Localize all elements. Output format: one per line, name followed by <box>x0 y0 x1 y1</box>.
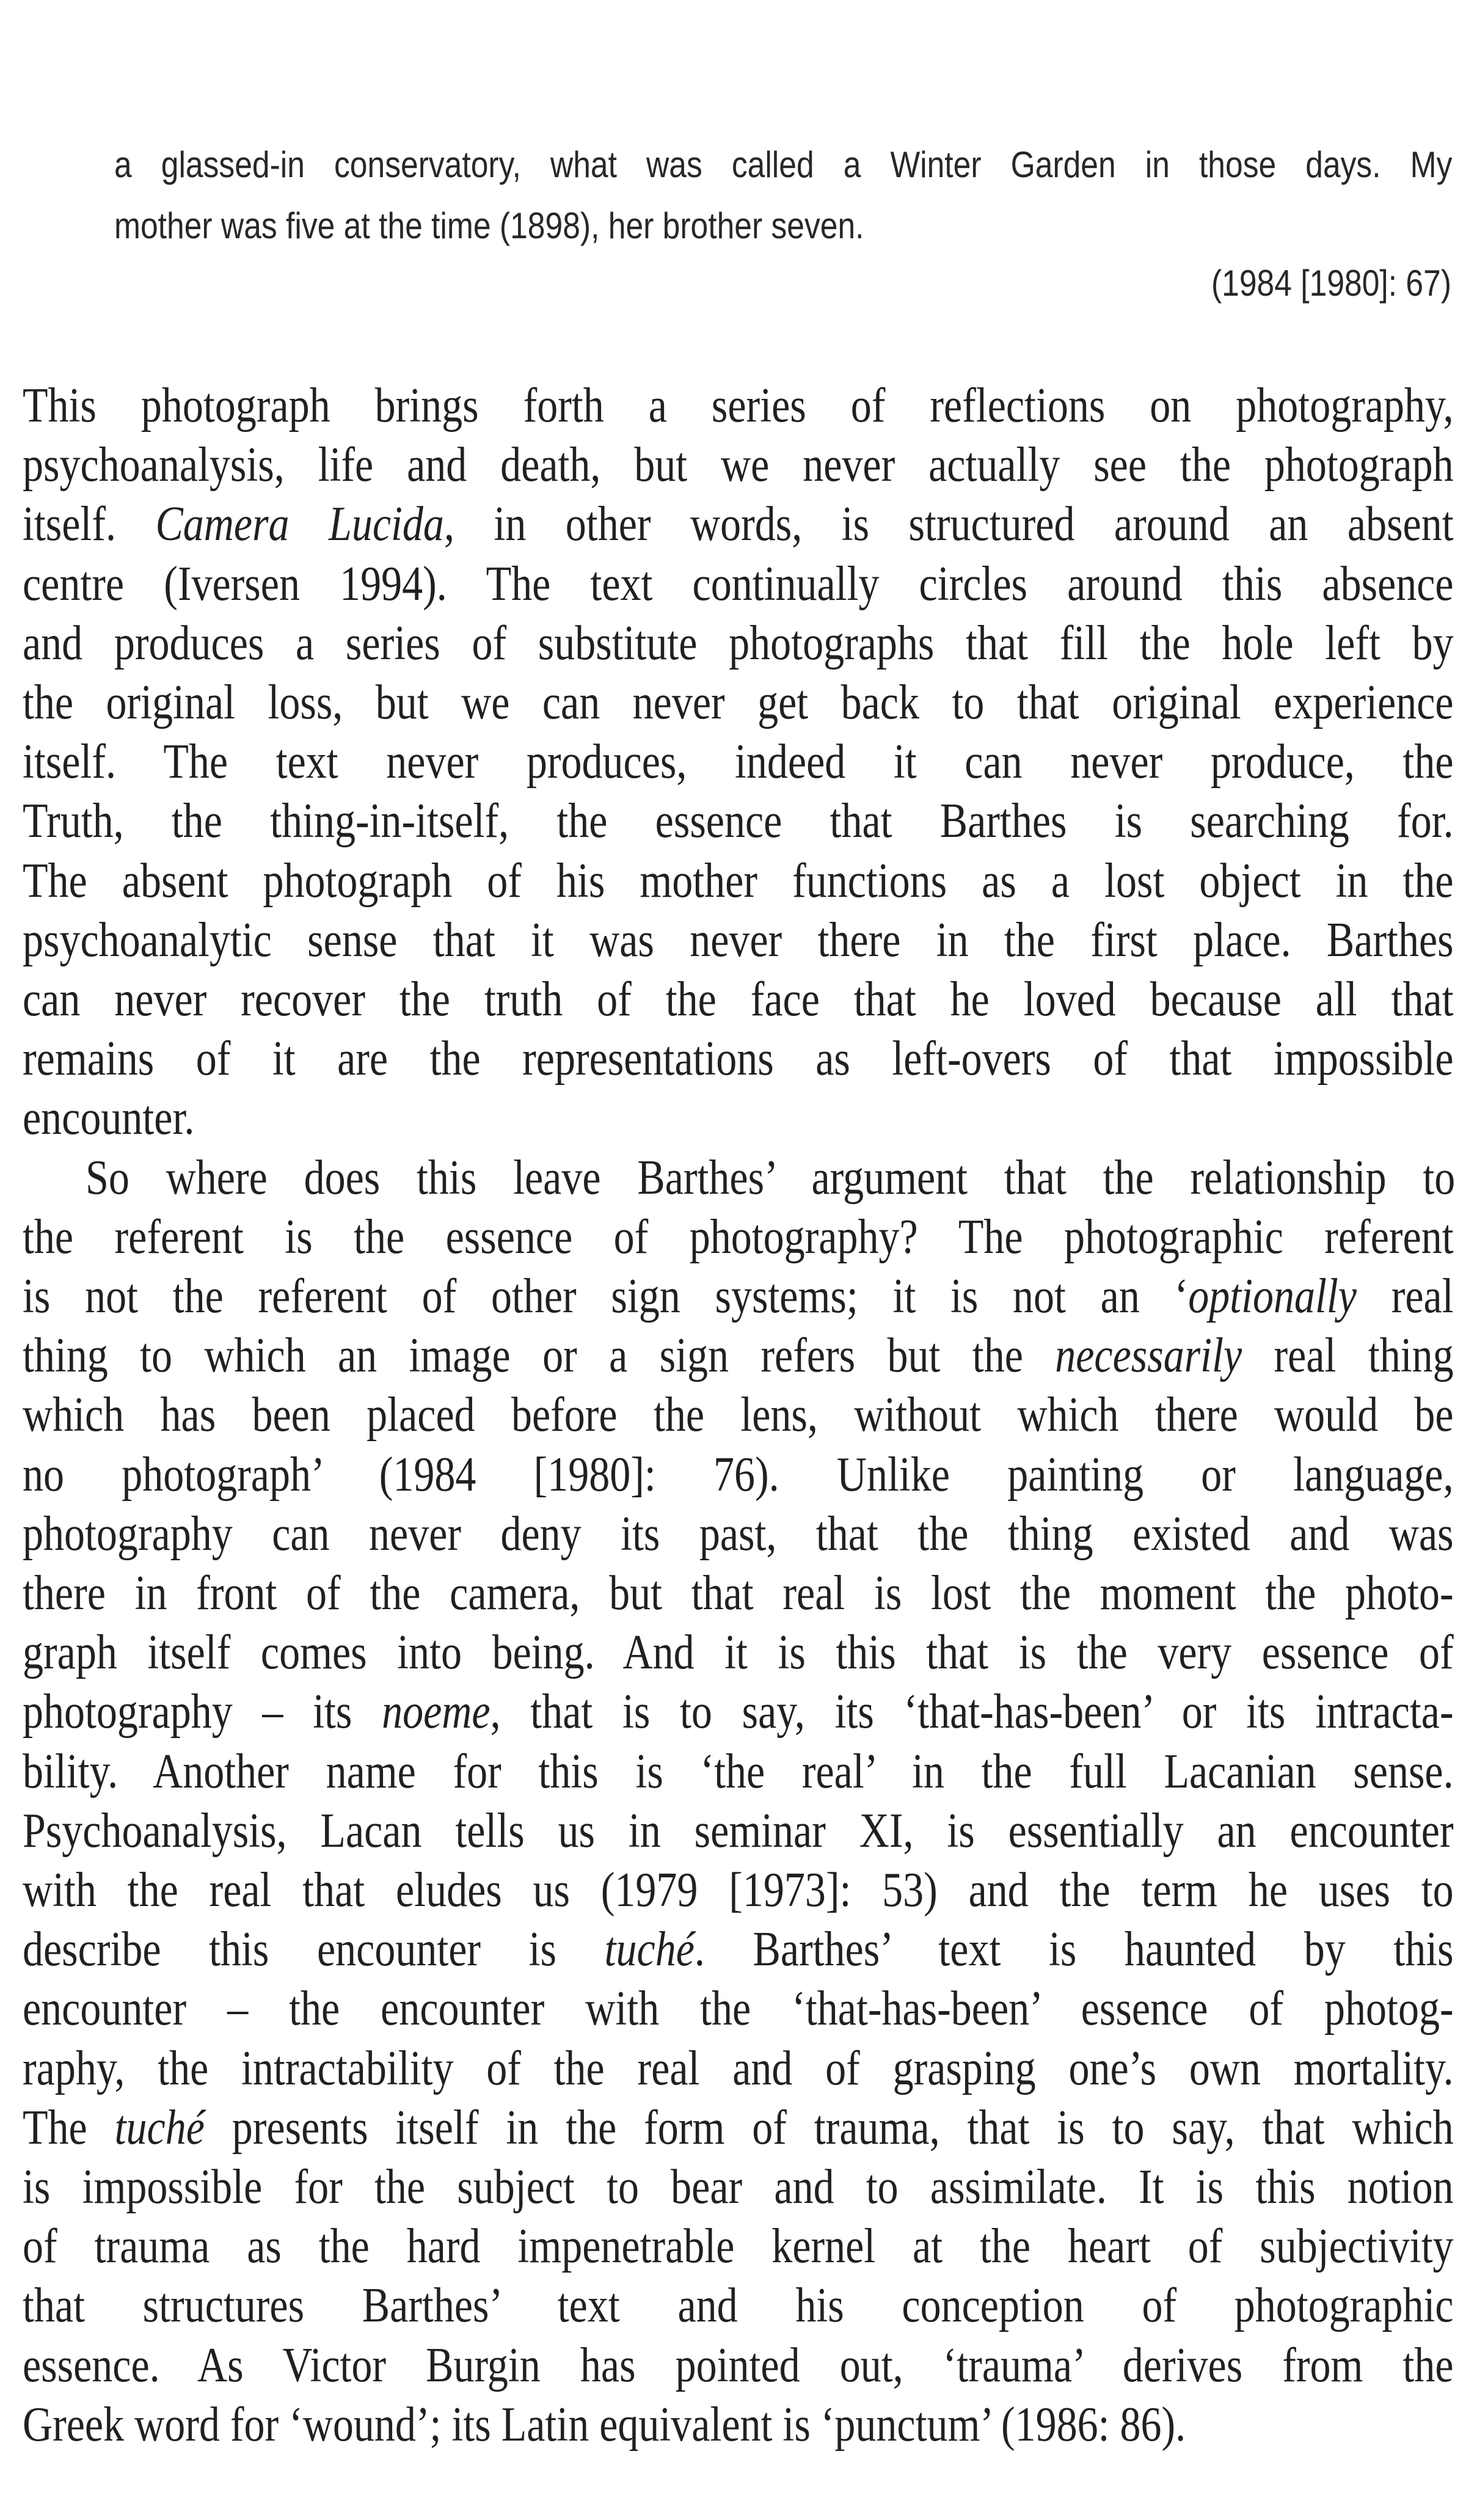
text-line: which has been placed before the lens, without which there would be <box>23 1388 1454 1442</box>
text-run: , in other words, is structured around an absent <box>443 497 1454 551</box>
text-line: psychoanalytic sense that it was never there in the first place. Barthes <box>23 913 1454 967</box>
text-run: presents itself in the form of trauma, that is to say, that which <box>204 2101 1454 2155</box>
text-run: is not the referent of other sign systems; it is not an ‘ <box>23 1269 1189 1323</box>
text-line: and produces a series of substitute photographs that fill the hole left by <box>23 616 1454 670</box>
quote-line: a glassed-in conservatory, what was called a Winter Garden in those days. My <box>114 144 1453 185</box>
text-line: Greek word for ‘wound’; its Latin equivalent is ‘punctum’ (1986: 86). <box>23 2398 1186 2452</box>
text-line: Psychoanalysis, Lacan tells us in seminar XI, is essentially an encounter <box>23 1804 1454 1858</box>
text-line: there in front of the camera, but that real is lost the moment the photo- <box>23 1566 1454 1620</box>
text-line: This photograph brings forth a series of reflections on photography, <box>23 379 1454 433</box>
text-line: that structures Barthes’ text and his conception of photographic <box>23 2279 1454 2332</box>
text-line: is impossible for the subject to bear and to assimilate. It is this notion <box>23 2160 1454 2214</box>
text-line: itself. The text never produces, indeed it can never produce, the <box>23 735 1454 789</box>
text-line: The absent photograph of his mother functions as a lost object in the <box>23 854 1454 908</box>
italic-text: optionally <box>1188 1269 1357 1323</box>
text-line: of trauma as the hard impenetrable kernel at the heart of subjectivity <box>23 2219 1454 2273</box>
italic-text: Camera Lucida <box>155 497 444 551</box>
text-line: with the real that eludes us (1979 [1973]: 53) and the term he uses to <box>23 1863 1454 1917</box>
text-line <box>23 1919 1454 1980</box>
italic-text: noeme <box>382 1685 490 1739</box>
text-run: real thing <box>1242 1329 1454 1382</box>
text-line: centre (Iversen 1994). The text continually circles around this absence <box>23 557 1454 611</box>
quote-citation: (1984 [1980]: 67) <box>1211 263 1451 304</box>
italic-text: tuché <box>604 1923 695 1976</box>
text-run: . Barthes’ text is haunted by this <box>694 1923 1454 1976</box>
text-line: psychoanalysis, life and death, but we never actually see the photograph <box>23 438 1454 492</box>
text-line: remains of it are the representations as left-overs of that impossible <box>23 1032 1454 1086</box>
text-line: photography can never deny its past, that the thing existed and was <box>23 1507 1454 1561</box>
text-line: encounter. <box>23 1091 195 1145</box>
quote-line: mother was five at the time (1898), her brother seven. <box>114 205 864 246</box>
italic-text: necessarily <box>1055 1329 1242 1382</box>
text-run: photography – its <box>23 1685 382 1739</box>
text-run: real <box>1356 1269 1454 1323</box>
text-line: the referent is the essence of photography? The photographic referent <box>23 1210 1454 1264</box>
text-run: , that is to say, its ‘that-has-been’ or its intracta- <box>490 1685 1454 1739</box>
text-run: itself. <box>23 497 156 551</box>
italic-text: tuché <box>114 2101 205 2155</box>
text-line <box>23 494 1454 555</box>
text-line: encounter – the encounter with the ‘that-has-been’ essence of photog- <box>23 1982 1454 2036</box>
text-line: bility. Another name for this is ‘the real’ in the full Lacanian sense. <box>23 1745 1454 1799</box>
text-line: can never recover the truth of the face that he loved because all that <box>23 973 1454 1026</box>
text-line <box>23 1325 1454 1386</box>
text-run: describe this encounter is <box>23 1923 605 1976</box>
text-line: the original loss, but we can never get back to that original experience <box>23 676 1454 729</box>
text-line <box>23 1681 1454 1742</box>
text-line: graph itself comes into being. And it is this that is the very essence of <box>23 1626 1454 1679</box>
text-line: no photograph’ (1984 [1980]: 76). Unlike painting or language, <box>23 1448 1454 1502</box>
text-line <box>23 1266 1454 1327</box>
text-line: essence. As Victor Burgin has pointed out, ‘trauma’ derives from the <box>23 2339 1454 2392</box>
text-line: Truth, the thing-in-itself, the essence that Barthes is searching for. <box>23 794 1454 848</box>
text-line: So where does this leave Barthes’ argument that the relationship to <box>86 1151 1456 1205</box>
text-run: thing to which an image or a sign refers but the <box>23 1329 1056 1382</box>
text-line <box>23 2097 1454 2158</box>
text-run: The <box>23 2101 115 2155</box>
text-line: raphy, the intractability of the real and of grasping one’s own mortality. <box>23 2042 1454 2095</box>
